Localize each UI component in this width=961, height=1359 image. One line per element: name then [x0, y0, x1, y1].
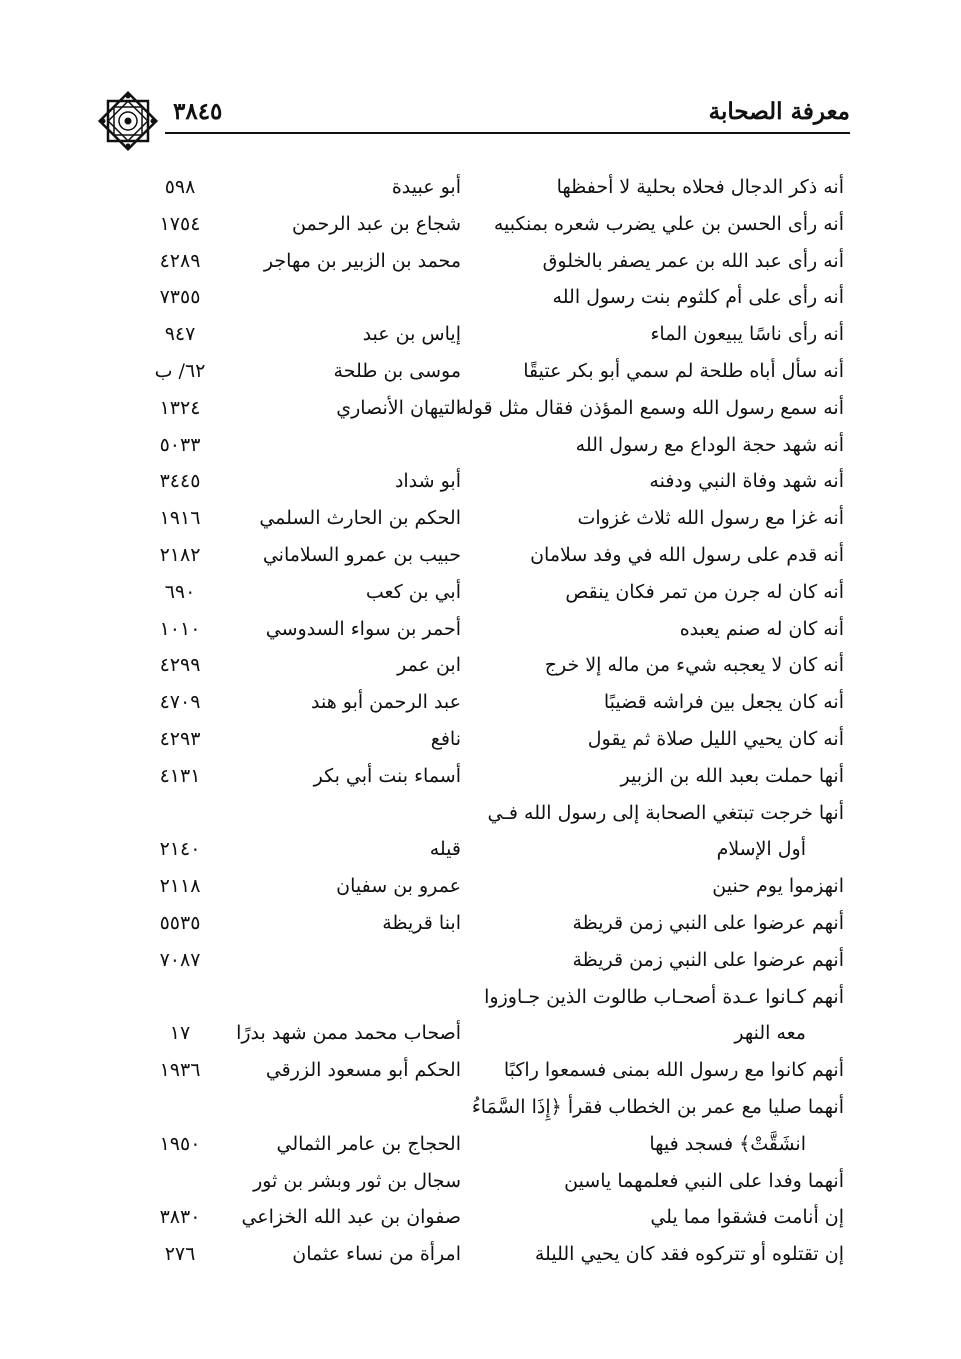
index-row: [0, 1016, 961, 1053]
index-row: [0, 317, 961, 354]
hadith-text: انشَقَّتْ﴾ فسجد فيها: [649, 1132, 806, 1155]
hadith-text: أنه رأى ناسًا يبيعون الماء: [650, 323, 844, 346]
reference-number: ١٩٣٦: [159, 1059, 201, 1082]
hadith-text: أنهما صليا مع عمر بن الخطاب فقرأ ﴿إِذَا السَّمَاءُ: [471, 1095, 844, 1118]
reference-number: ٧٠٨٧: [159, 948, 201, 971]
reference-number: ٤٢٩٩: [159, 654, 201, 677]
hadith-text: أنه رأى عبد الله بن عمر يصفر بالخلوق: [542, 249, 844, 272]
index-row: [0, 796, 961, 833]
hadith-text: أنها حملت بعبد الله بن الزبير: [620, 764, 844, 787]
narrator-name: قيله: [429, 838, 461, 861]
reference-number: ٤٢٨٩: [159, 249, 201, 272]
hadith-text: أنه رأى الحسن بن علي يضرب شعره بمنكبيه: [493, 212, 844, 235]
narrator-name: أسماء بنت أبي بكر: [313, 764, 461, 787]
hadith-text: إن تقتلوه أو تتركوه فقد كان يحيي الليلة: [534, 1243, 844, 1266]
reference-number: ١٩١٦: [159, 507, 201, 530]
reference-number: ١٧: [169, 1022, 191, 1045]
index-row: [0, 980, 961, 1017]
reference-number: ٦٩٠: [164, 580, 196, 603]
narrator-name: ابن عمر: [397, 654, 461, 677]
index-row: [0, 906, 961, 943]
index-row: [0, 612, 961, 649]
index-row: [0, 280, 961, 317]
narrator-name: أبو شداد: [394, 470, 461, 493]
narrator-name: عبد الرحمن أبو هند: [310, 691, 461, 714]
narrator-name: شجاع بن عبد الرحمن: [292, 212, 461, 235]
hadith-text: أنه ذكر الدجال فحلاه بحلية لا أحفظها: [556, 176, 844, 198]
narrator-name: أبو عبيدة: [391, 176, 461, 198]
index-row: [0, 538, 961, 575]
reference-number: ٥٩٨: [164, 176, 196, 198]
reference-number: ١٩٥٠: [159, 1132, 201, 1155]
index-row: [0, 1090, 961, 1127]
index-row: [0, 1200, 961, 1237]
octagram-ornament-icon: [95, 88, 161, 154]
narrator-name: التيهان الأنصاري: [336, 396, 461, 419]
hadith-text: أنها خرجت تبتغي الصحابة إلى رسول الله فـي: [487, 801, 844, 824]
narrator-name: محمد بن الزبير بن مهاجر: [263, 249, 461, 272]
hadith-text: أنه كان له صنم يعبده: [679, 617, 844, 640]
narrator-name: امرأة من نساء عثمان: [292, 1243, 461, 1266]
hadith-text: أنه سمع رسول الله وسمع المؤذن فقال مثل قوله: [457, 396, 844, 419]
hadith-text: أنهم كـانوا عـدة أصحـاب طالوت الذين جـاوزوا: [484, 985, 844, 1008]
narrator-name: صفوان بن عبد الله الخزاعي: [241, 1206, 461, 1229]
narrator-name: موسى بن طلحة: [333, 359, 461, 382]
index-row: [0, 685, 961, 722]
running-title: معرفة الصحابة: [708, 98, 850, 125]
index-row: [0, 244, 961, 281]
narrator-name: الحكم بن الحارث السلمي: [259, 507, 461, 530]
narrator-name: حبيب بن عمرو السلاماني: [262, 543, 461, 566]
reference-number: ٧٣٥٥: [159, 286, 201, 309]
narrator-name: أصحاب محمد ممن شهد بدرًا: [236, 1022, 461, 1045]
index-row: [0, 1237, 961, 1274]
reference-number: ٢١١٨: [159, 875, 201, 898]
reference-number: ٥٥٣٥: [159, 911, 201, 934]
page-number: ٣٨٤٥: [173, 98, 223, 125]
hadith-text: أنه شهد وفاة النبي ودفنه: [649, 470, 844, 493]
reference-number: ١٠١٠: [159, 617, 201, 640]
hadith-text: أول الإسلام: [716, 838, 806, 861]
hadith-text: انهزموا يوم حنين: [712, 875, 844, 898]
reference-number: ٣٤٤٥: [159, 470, 201, 493]
index-row: [0, 170, 961, 207]
hadith-text: أنهم كانوا مع رسول الله بمنى فسمعوا راكبًا: [503, 1059, 844, 1082]
reference-number: ٩٤٧: [164, 323, 196, 346]
hadith-text: أنه كان له جرن من تمر فكان ينقص: [565, 580, 844, 603]
hadith-text: أنه سأل أباه طلحة لم سمي أبو بكر عتيقًا: [523, 359, 844, 382]
hadith-text: أنه قدم على رسول الله في وفد سلامان: [530, 543, 844, 566]
index-row: [0, 391, 961, 428]
index-row: [0, 1164, 961, 1201]
narrator-name: سجال بن ثور وبشر بن ثور: [253, 1169, 461, 1192]
hadith-text: أنه كان يحيي الليل صلاة ثم يقول: [587, 727, 844, 750]
reference-number: ٢١٤٠: [159, 838, 201, 861]
index-row: [0, 722, 961, 759]
reference-number: ١٣٢٤: [159, 396, 201, 419]
reference-number: ٢١٨٢: [159, 543, 201, 566]
index-row: [0, 648, 961, 685]
reference-number: ٢٧٦: [164, 1243, 196, 1266]
reference-number: ٥٠٣٣: [159, 433, 201, 456]
reference-number: ٦٢/ ب: [154, 359, 206, 382]
narrator-name: عمرو بن سفيان: [336, 875, 461, 898]
hadith-text: أنهم عرضوا على النبي زمن قريظة: [572, 948, 844, 971]
narrator-name: الحجاج بن عامر الثمالي: [276, 1132, 461, 1155]
hadith-text: أنهم عرضوا على النبي زمن قريظة: [572, 911, 844, 934]
narrator-name: ابنا قريظة: [382, 911, 461, 934]
index-row: [0, 207, 961, 244]
index-row: [0, 943, 961, 980]
page-header: [95, 88, 850, 136]
header-divider: [165, 132, 850, 134]
index-row: [0, 832, 961, 869]
hadith-text: أنه رأى على أم كلثوم بنت رسول الله: [552, 286, 844, 309]
narrator-name: أحمر بن سواء السدوسي: [265, 617, 461, 640]
index-row: [0, 428, 961, 465]
hadith-text: أنه كان لا يعجبه شيء من ماله إلا خرج: [544, 654, 844, 677]
index-row: [0, 1053, 961, 1090]
narrator-name: نافع: [430, 727, 461, 750]
index-row: [0, 869, 961, 906]
index-row: [0, 1127, 961, 1164]
hadith-text: أنه غزا مع رسول الله ثلاث غزوات: [577, 507, 844, 530]
index-entries: [0, 170, 961, 1274]
reference-number: ١٧٥٤: [159, 212, 201, 235]
reference-number: ٣٨٣٠: [159, 1206, 201, 1229]
index-row: [0, 501, 961, 538]
index-row: [0, 759, 961, 796]
reference-number: ٤٧٠٩: [159, 691, 201, 714]
hadith-text: أنه شهد حجة الوداع مع رسول الله: [575, 433, 844, 456]
index-row: [0, 464, 961, 501]
narrator-name: الحكم أبو مسعود الزرقي: [265, 1059, 461, 1082]
hadith-text: معه النهر: [734, 1022, 806, 1045]
hadith-text: أنه كان يجعل بين فراشه قضيبًا: [603, 691, 844, 714]
reference-number: ٤١٣١: [159, 764, 201, 787]
hadith-text: إن أنامت فشقوا مما يلي: [650, 1206, 844, 1229]
reference-number: ٤٢٩٣: [159, 727, 201, 750]
hadith-text: أنهما وفدا على النبي فعلمهما ياسين: [564, 1169, 844, 1192]
index-row: [0, 575, 961, 612]
index-row: [0, 354, 961, 391]
narrator-name: إياس بن عبد: [362, 323, 461, 346]
narrator-name: أبي بن كعب: [365, 580, 461, 603]
